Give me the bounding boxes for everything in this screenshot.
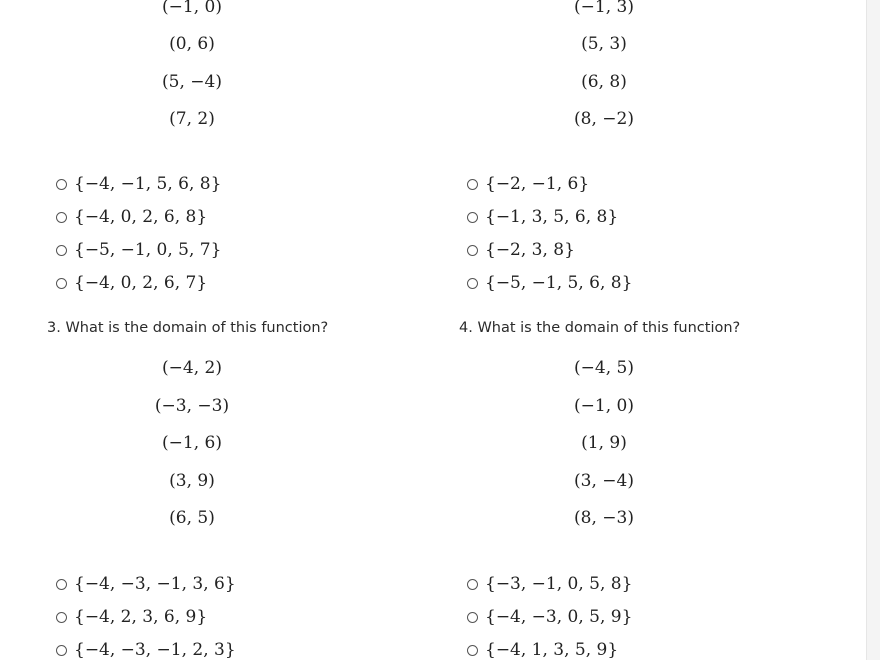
answer-option[interactable]	[56, 638, 236, 662]
ordered-pair: (6, 8)	[581, 72, 627, 92]
ordered-pair: (3, −4)	[574, 471, 634, 491]
ordered-pair: (−4, 5)	[574, 358, 634, 378]
ordered-pair: (−1, 0)	[162, 0, 222, 17]
answer-option[interactable]	[56, 238, 221, 262]
ordered-pair: (7, 2)	[169, 109, 215, 129]
answer-option-label: {−4, 2, 3, 6, 9}	[74, 607, 208, 627]
answer-option-label: {−4, −3, −1, 3, 6}	[74, 574, 236, 594]
ordered-pair: (8, −3)	[574, 508, 634, 528]
radio-button[interactable]	[467, 278, 478, 289]
radio-button[interactable]	[56, 245, 67, 256]
radio-button[interactable]	[467, 179, 478, 190]
answer-option-label: {−4, −3, 0, 5, 9}	[485, 607, 633, 627]
answer-option-label: {−5, −1, 0, 5, 7}	[74, 240, 222, 260]
radio-button[interactable]	[56, 579, 67, 590]
answer-option[interactable]	[467, 638, 618, 662]
radio-button[interactable]	[56, 278, 67, 289]
ordered-pair: (−1, 3)	[574, 0, 634, 17]
answer-option[interactable]	[467, 572, 632, 596]
ordered-pair: (3, 9)	[169, 471, 215, 491]
ordered-pair: (−1, 0)	[574, 396, 634, 416]
radio-button[interactable]	[467, 612, 478, 623]
ordered-pair: (6, 5)	[169, 508, 215, 528]
answer-option[interactable]	[56, 172, 221, 196]
answer-option-label: {−4, −3, −1, 2, 3}	[74, 640, 236, 660]
ordered-pair: (−4, 2)	[162, 358, 222, 378]
radio-button[interactable]	[56, 612, 67, 623]
answer-option-label: {−4, 0, 2, 6, 7}	[74, 273, 208, 293]
answer-option[interactable]	[56, 271, 207, 295]
answer-option[interactable]	[467, 205, 618, 229]
answer-option[interactable]	[56, 572, 236, 596]
radio-button[interactable]	[56, 645, 67, 656]
ordered-pair: (5, 3)	[581, 34, 627, 54]
ordered-pair: (1, 9)	[581, 433, 627, 453]
answer-option-label: {−1, 3, 5, 6, 8}	[485, 207, 619, 227]
answer-option-label: {−2, −1, 6}	[485, 174, 590, 194]
radio-button[interactable]	[467, 645, 478, 656]
answer-option[interactable]	[467, 172, 589, 196]
answer-option[interactable]	[467, 271, 632, 295]
ordered-pair: (5, −4)	[162, 72, 222, 92]
answer-option-label: {−4, −1, 5, 6, 8}	[74, 174, 222, 194]
answer-option-label: {−5, −1, 5, 6, 8}	[485, 273, 633, 293]
ordered-pair: (−3, −3)	[154, 396, 230, 416]
ordered-pair: (8, −2)	[574, 109, 634, 129]
answer-option-label: {−3, −1, 0, 5, 8}	[485, 574, 633, 594]
ordered-pair: (0, 6)	[169, 34, 215, 54]
answer-option-label: {−2, 3, 8}	[485, 240, 575, 260]
question-3-title: 3. What is the domain of this function?	[47, 320, 329, 336]
radio-button[interactable]	[56, 212, 67, 223]
radio-button[interactable]	[467, 579, 478, 590]
answer-option[interactable]	[56, 605, 207, 629]
answer-option-label: {−4, 1, 3, 5, 9}	[485, 640, 619, 660]
radio-button[interactable]	[56, 179, 67, 190]
answer-option[interactable]	[56, 205, 207, 229]
ordered-pair: (−1, 6)	[162, 433, 222, 453]
answer-option[interactable]	[467, 238, 575, 262]
radio-button[interactable]	[467, 245, 478, 256]
question-4-title: 4. What is the domain of this function?	[459, 320, 741, 336]
radio-button[interactable]	[467, 212, 478, 223]
answer-option-label: {−4, 0, 2, 6, 8}	[74, 207, 208, 227]
answer-option[interactable]	[467, 605, 632, 629]
scrollbar-track[interactable]	[866, 0, 880, 660]
